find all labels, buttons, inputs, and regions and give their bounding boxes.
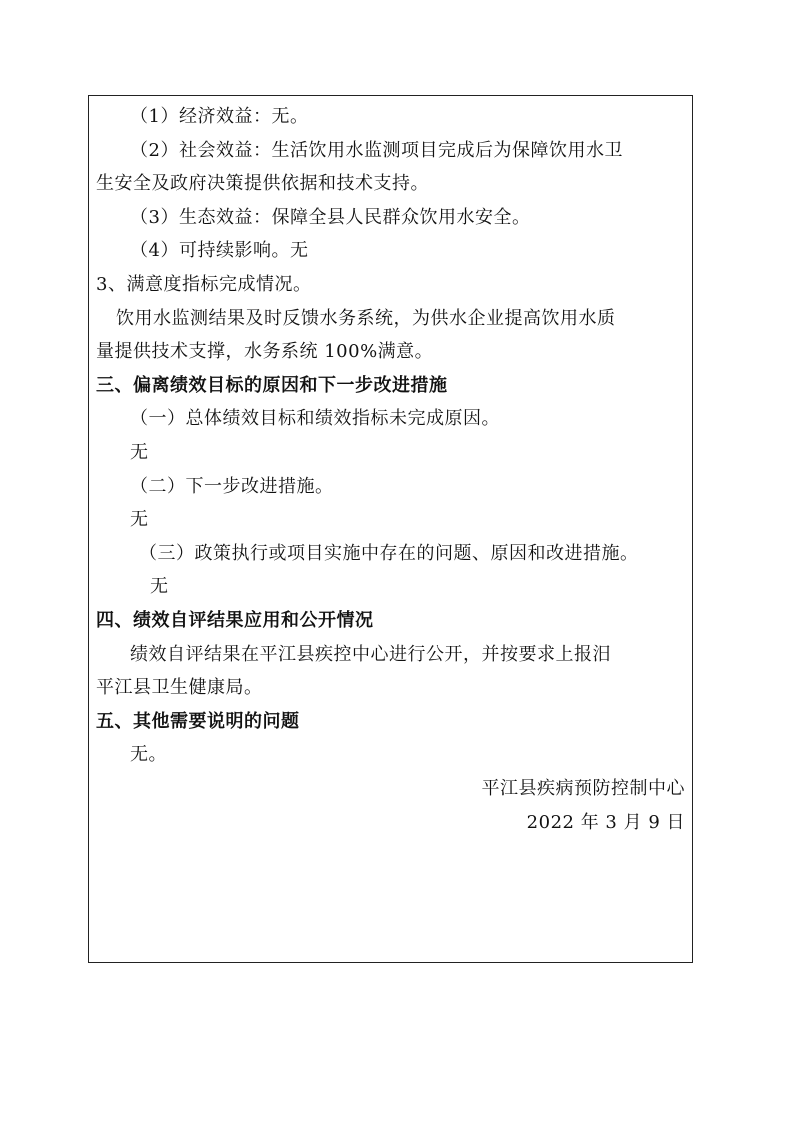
- section-title-deviation: 三、偏离绩效目标的原因和下一步改进措施: [96, 375, 448, 396]
- answer-none-2: 无: [130, 509, 149, 530]
- item-social-benefit: （2）社会效益：生活饮用水监测项目完成后为保障饮用水卫: [130, 140, 623, 161]
- item-sustainable-impact: （4）可持续影响。无: [130, 240, 309, 261]
- item-ecological-benefit: （3）生态效益：保障全县人民群众饮用水安全。: [130, 207, 531, 228]
- answer-none-4: 无。: [130, 744, 167, 765]
- satisfaction-indicator-title: 3、满意度指标完成情况。: [96, 274, 312, 295]
- signature-date: 2022 年 3 月 9 日: [526, 812, 685, 833]
- satisfaction-paragraph: 饮用水监测结果及时反馈水务系统，为供水企业提高饮用水质: [116, 308, 616, 329]
- subsection-next-steps: （二）下一步改进措施。: [130, 476, 334, 497]
- self-evaluation-paragraph-cont: 平江县卫生健康局。: [96, 677, 263, 698]
- answer-none-1: 无: [130, 442, 149, 463]
- section-title-other-issues: 五、其他需要说明的问题: [96, 711, 300, 732]
- self-evaluation-paragraph: 绩效自评结果在平江县疾控中心进行公开，并按要求上报汨: [130, 644, 611, 665]
- subsection-incomplete-reason: （一）总体绩效目标和绩效指标未完成原因。: [130, 408, 500, 429]
- satisfaction-paragraph-cont: 量提供技术支撑，水务系统 100%满意。: [96, 341, 434, 362]
- item-social-benefit-cont: 生安全及政府决策提供依据和技术支持。: [96, 173, 429, 194]
- answer-none-3: 无: [150, 576, 169, 597]
- subsection-policy-issues: （三）政策执行或项目实施中存在的问题、原因和改进措施。: [139, 543, 639, 564]
- item-economic-benefit: （1）经济效益：无。: [130, 106, 309, 127]
- section-title-self-evaluation: 四、绩效自评结果应用和公开情况: [96, 610, 374, 631]
- signature-organization: 平江县疾病预防控制中心: [481, 778, 685, 799]
